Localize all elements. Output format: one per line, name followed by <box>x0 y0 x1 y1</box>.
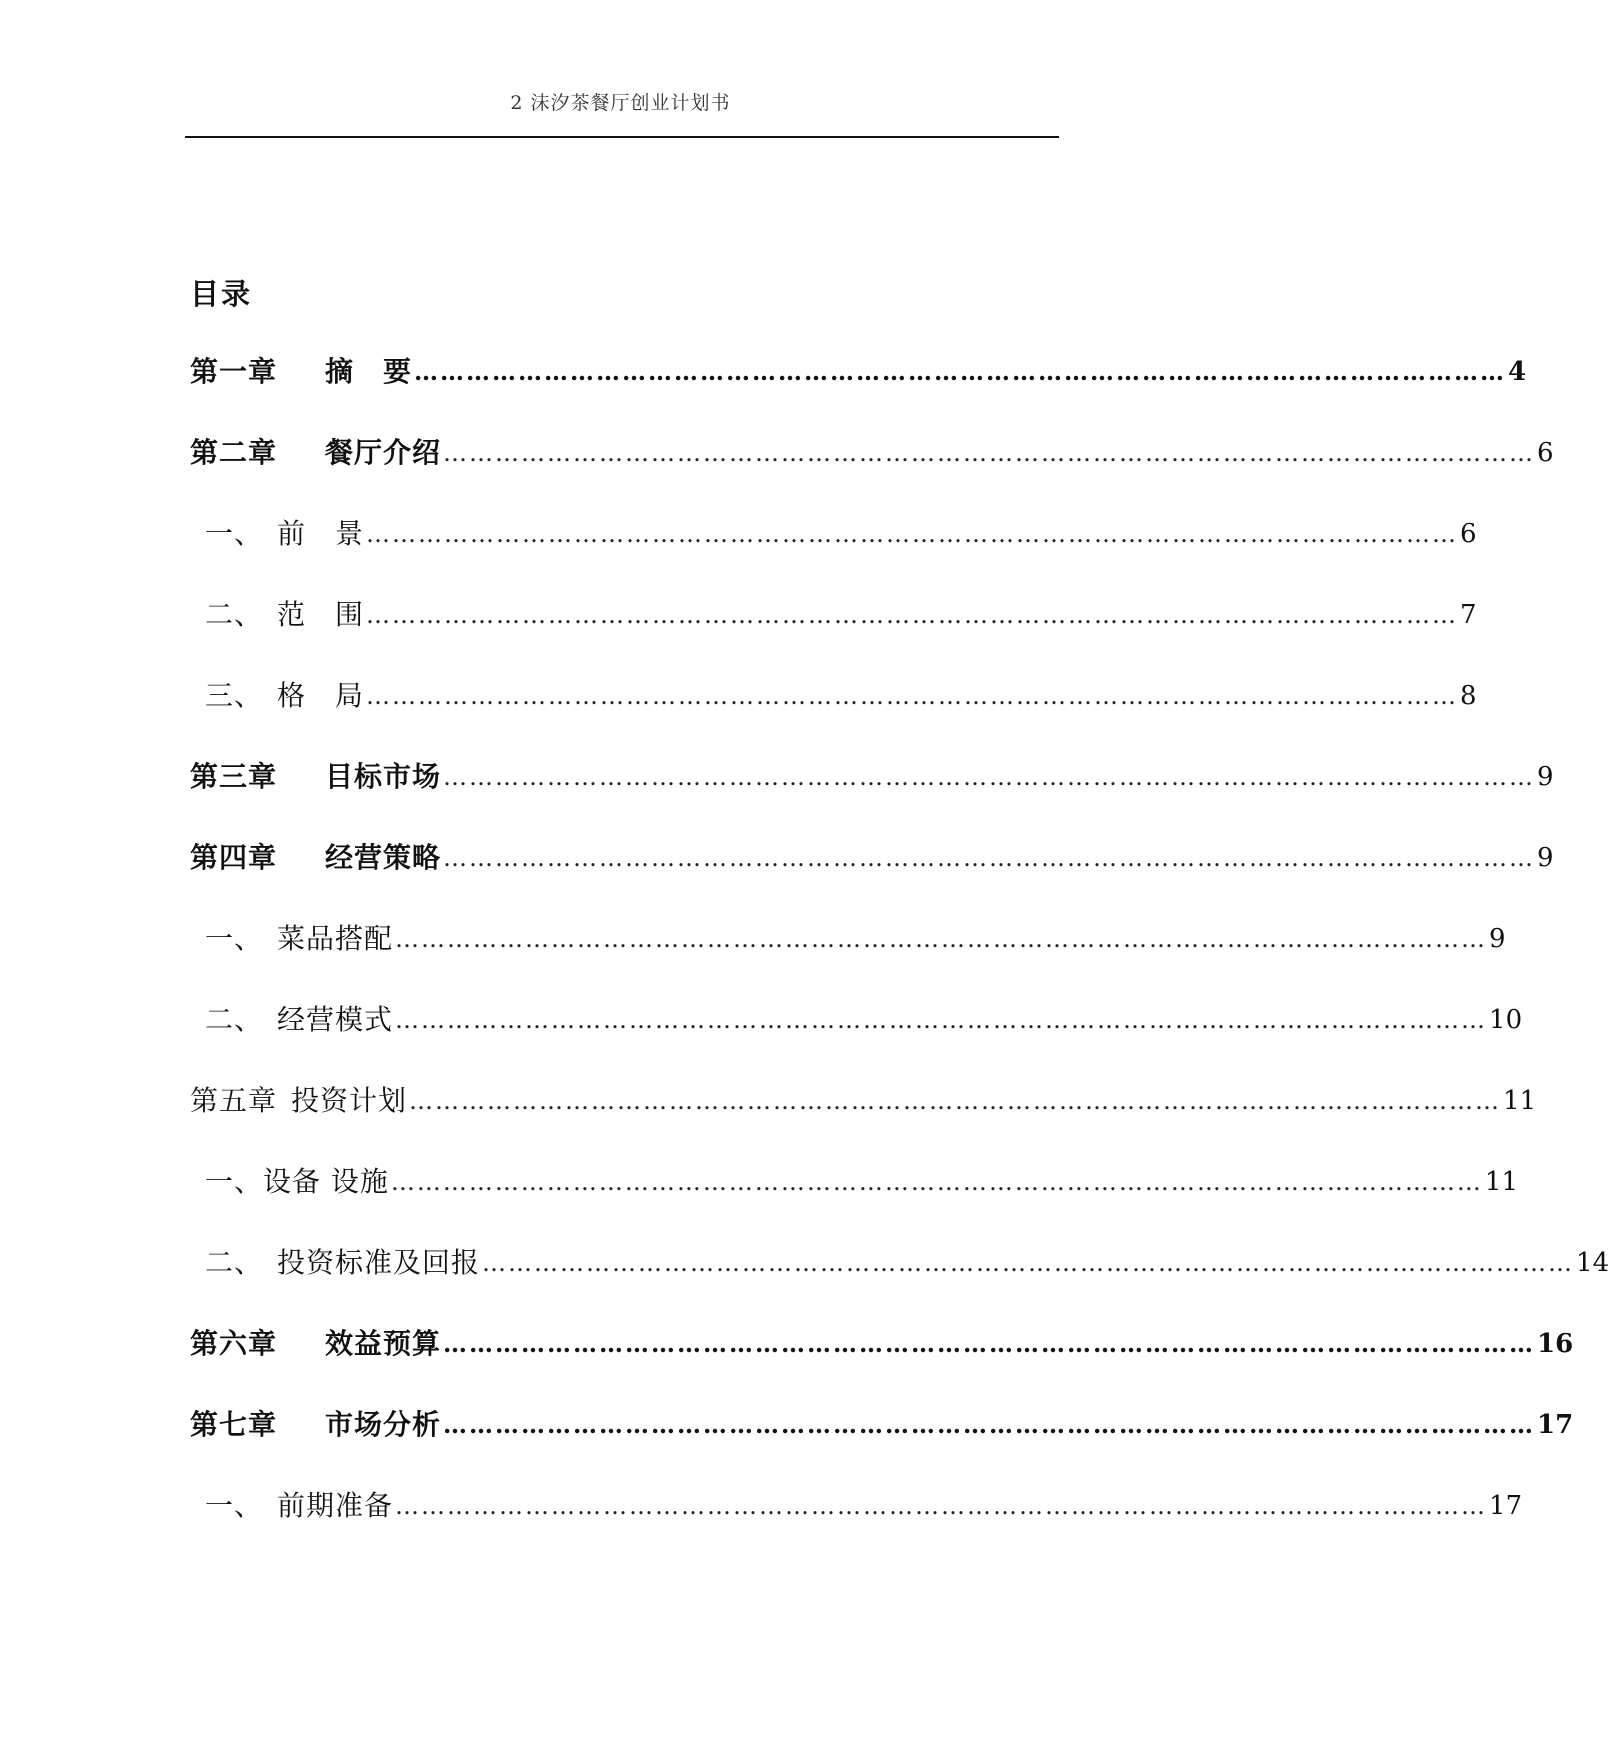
toc-entry[interactable] <box>205 1484 1523 1528</box>
toc-entry[interactable] <box>205 998 1523 1042</box>
toc-entry-chapter-number: 第一章 <box>190 355 278 388</box>
toc-page-number: 8 <box>1460 681 1477 711</box>
toc-page-number: 11 <box>1484 1167 1519 1197</box>
toc-entry[interactable] <box>205 917 1506 961</box>
toc-entry-label <box>205 512 364 556</box>
toc-page-number: 6 <box>1460 519 1477 549</box>
toc-dot-leader: ……………………………………………………………………………………………………………… <box>443 1329 1536 1358</box>
toc-entry-title: 餐厅介绍 <box>325 436 442 469</box>
toc-dot-leader: ……………………………………………………………………………………………………………… <box>395 925 1488 953</box>
toc-entry-label <box>205 998 393 1042</box>
toc-dot-leader: ……………………………………………………………………………………………………………… <box>443 439 1536 467</box>
toc-dot-leader: ……………………………………………………………………………………………………………… <box>443 1410 1536 1439</box>
toc-entry[interactable] <box>190 431 1554 475</box>
toc-entry-title: 投资计划 <box>291 1084 408 1117</box>
toc-entry[interactable] <box>205 1160 1519 1204</box>
toc-entry-title: 效益预算 <box>325 1327 442 1360</box>
page-header: 2 沫汐茶餐厅创业计划书 <box>510 92 731 114</box>
toc-entry-title: 设备 设施 <box>263 1165 389 1198</box>
toc-entry[interactable] <box>190 755 1554 799</box>
toc-dot-leader: ……………………………………………………………………………………………………………… <box>409 1087 1502 1115</box>
toc-page-number: 17 <box>1489 1491 1523 1521</box>
toc-entry-label <box>190 431 441 475</box>
toc-entry-title: 市场分析 <box>325 1408 442 1441</box>
toc-entry[interactable] <box>205 1241 1609 1285</box>
toc-entry-section-number: 三、 <box>205 679 264 712</box>
toc-entry-section-number: 二、 <box>205 1246 264 1279</box>
toc-title: 目录 <box>190 277 253 311</box>
toc-dot-leader: ……………………………………………………………………………………………………………… <box>366 682 1459 710</box>
toc-page-number: 6 <box>1537 438 1554 468</box>
toc-page-number: 7 <box>1460 600 1477 630</box>
toc-entry-title: 前期准备 <box>277 1489 394 1522</box>
toc-entry-title: 目标市场 <box>325 760 442 793</box>
toc-entry-title: 经营策略 <box>325 841 442 874</box>
toc-dot-leader: ……………………………………………………………………………………………………………… <box>390 1168 1483 1196</box>
toc-page-number: 9 <box>1489 924 1506 954</box>
toc-entry-section-number: 一、 <box>205 1165 264 1198</box>
toc-page-number: 9 <box>1537 843 1554 873</box>
toc-entry[interactable] <box>190 1079 1537 1123</box>
toc-entry-title: 前 景 <box>277 517 365 550</box>
toc-page-number: 16 <box>1537 1329 1574 1359</box>
toc-entry-title: 菜品搭配 <box>277 922 394 955</box>
toc-dot-leader: ……………………………………………………………………………………………………………… <box>443 844 1536 872</box>
toc-entry-title: 经营模式 <box>277 1003 394 1036</box>
toc-entry-section-number: 一、 <box>205 517 264 550</box>
toc-entry-label <box>190 755 441 799</box>
toc-entry-title: 摘 要 <box>325 355 413 388</box>
toc-entry-chapter-number: 第二章 <box>190 436 278 469</box>
toc-page-number: 10 <box>1489 1005 1523 1035</box>
toc-entry-chapter-number: 第四章 <box>190 841 278 874</box>
toc-entry[interactable] <box>205 674 1477 718</box>
toc-entry[interactable] <box>190 350 1527 394</box>
toc-dot-leader: ……………………………………………………………………………………………………………… <box>443 763 1536 791</box>
toc-entry-section-number: 二、 <box>205 598 264 631</box>
toc-page-number: 17 <box>1537 1410 1574 1440</box>
toc-page-number: 11 <box>1503 1086 1537 1116</box>
toc-entry-label <box>190 1403 441 1447</box>
toc-entry-label <box>190 350 412 394</box>
toc-entry-title: 范 围 <box>277 598 365 631</box>
toc-page-number: 9 <box>1537 762 1554 792</box>
toc-entry-title: 投资标准及回报 <box>277 1246 481 1279</box>
toc-entry-label <box>190 836 441 880</box>
toc-entry-chapter-number: 第三章 <box>190 760 278 793</box>
toc-entry-label <box>205 1160 389 1204</box>
toc-entry-section-number: 一、 <box>205 922 264 955</box>
toc-entry[interactable] <box>205 593 1477 637</box>
toc-entry-label <box>205 1484 393 1528</box>
toc-page-number: 4 <box>1508 357 1527 387</box>
toc-dot-leader: ……………………………………………………………………………………………………………… <box>366 520 1459 548</box>
toc-entry-chapter-number: 第五章 <box>190 1084 278 1117</box>
toc-dot-leader: ……………………………………………………………………………………………………………… <box>482 1249 1575 1277</box>
toc-entry-label <box>205 1241 480 1285</box>
toc-entry-label <box>205 674 364 718</box>
toc-dot-leader: ……………………………………………………………………………………………………………… <box>395 1492 1488 1520</box>
toc-dot-leader: ……………………………………………………………………………………………………………… <box>366 601 1459 629</box>
toc-entry-chapter-number: 第六章 <box>190 1327 278 1360</box>
toc-entry[interactable] <box>205 512 1477 556</box>
toc-entry-label <box>205 917 393 961</box>
toc-dot-leader: ……………………………………………………………………………………………………………… <box>395 1006 1488 1034</box>
toc-entry-section-number: 一、 <box>205 1489 264 1522</box>
toc-entry-label <box>205 593 364 637</box>
toc-entry-title: 格 局 <box>277 679 365 712</box>
toc-entry-section-number: 二、 <box>205 1003 264 1036</box>
toc-entry-label <box>190 1079 407 1123</box>
toc-entry-chapter-number: 第七章 <box>190 1408 278 1441</box>
toc-entry-label <box>190 1322 441 1366</box>
toc-page-number: 14 <box>1576 1248 1609 1278</box>
toc-dot-leader: ……………………………………………………………………………………………………………… <box>414 357 1507 386</box>
toc-entry[interactable] <box>190 1322 1574 1366</box>
header-divider <box>185 136 1059 138</box>
toc-entry[interactable] <box>190 1403 1574 1447</box>
toc-entry[interactable] <box>190 836 1554 880</box>
